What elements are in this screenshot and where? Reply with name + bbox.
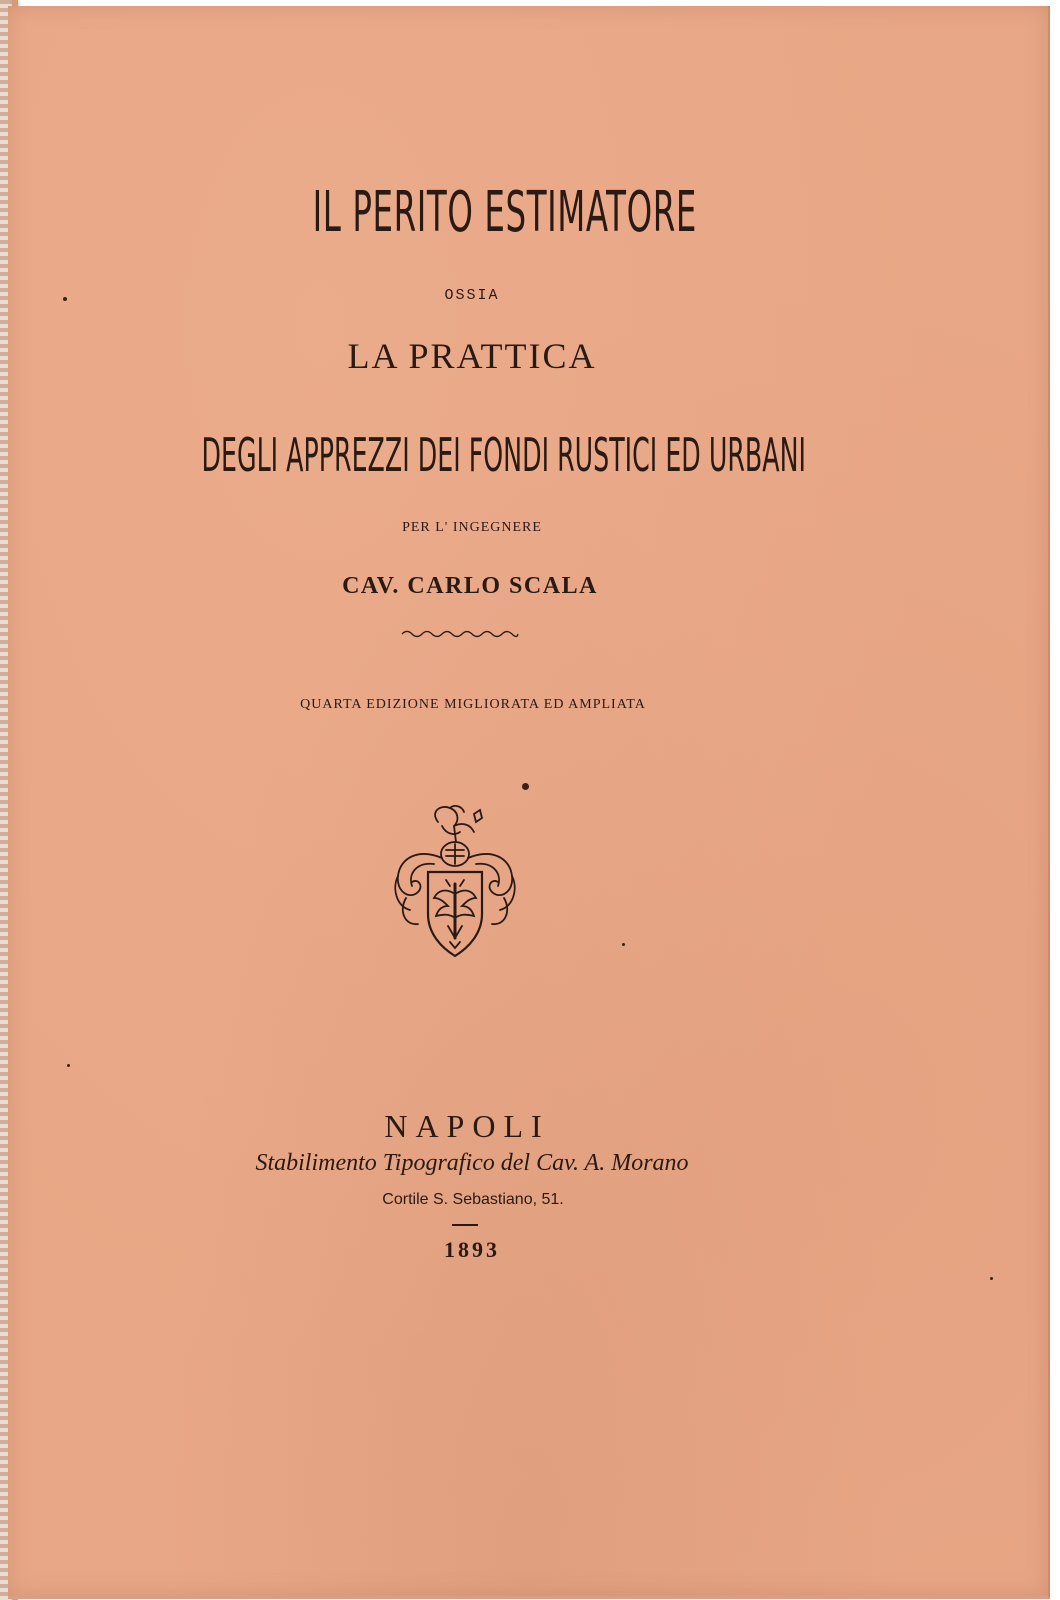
printer-address: Cortile S. Sebastiano, 51.	[382, 1191, 564, 1208]
publication-city: NAPOLI	[384, 1108, 550, 1144]
divider-rule	[452, 1224, 478, 1226]
author-name: CAV. CARLO SCALA	[342, 573, 598, 599]
printer-emblem-icon	[388, 802, 522, 964]
edition-note: QUARTA EDIZIONE MIGLIORATA ED AMPLIATA	[300, 697, 646, 712]
ink-speck	[67, 1064, 70, 1067]
subtitle-line-1: LA PRATTICA	[347, 336, 597, 376]
ink-speck	[990, 1277, 993, 1280]
author-intro: PER L' INGEGNERE	[402, 520, 542, 535]
ink-speck	[63, 297, 67, 301]
ornamental-divider-icon	[400, 628, 520, 640]
subtitle-line-2: DEGLI APPREZZI DEI FONDI RUSTICI ED URBANI	[201, 428, 806, 482]
ink-speck	[622, 943, 625, 946]
book-title: IL PERITO ESTIMATORE	[312, 180, 697, 245]
printer-name: Stabilimento Tipografico del Cav. A. Morano	[255, 1150, 689, 1176]
publication-year: 1893	[444, 1237, 500, 1262]
title-connector: OSSIA	[444, 287, 500, 304]
ink-speck	[522, 783, 529, 790]
